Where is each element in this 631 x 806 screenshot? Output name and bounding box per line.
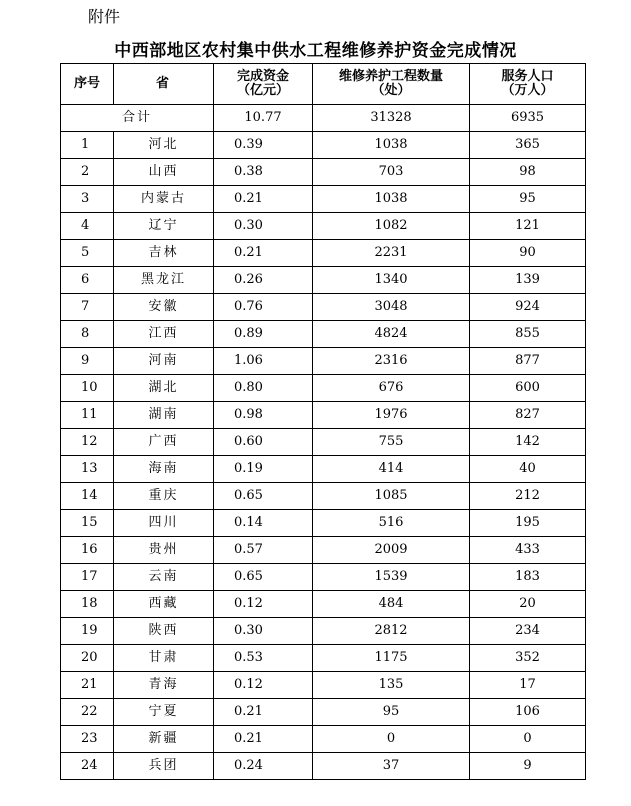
row-population: 433	[470, 537, 586, 564]
row-population: 234	[470, 618, 586, 645]
row-province: 西藏	[114, 591, 214, 618]
header-count	[313, 64, 470, 105]
row-population: 17	[470, 672, 586, 699]
row-seq: 23	[61, 726, 114, 753]
row-fund: 0.89	[214, 321, 313, 348]
row-seq: 21	[61, 672, 114, 699]
total-fund: 10.77	[214, 105, 313, 132]
row-count: 2009	[313, 537, 470, 564]
total-population: 6935	[470, 105, 586, 132]
row-count: 1038	[313, 132, 470, 159]
row-seq: 8	[61, 321, 114, 348]
row-count: 3048	[313, 294, 470, 321]
row-seq: 6	[61, 267, 114, 294]
row-seq: 13	[61, 456, 114, 483]
row-fund: 0.14	[214, 510, 313, 537]
table-row	[61, 618, 586, 645]
row-seq: 16	[61, 537, 114, 564]
row-count: 2812	[313, 618, 470, 645]
header-province: 省	[114, 64, 214, 105]
row-province: 海南	[114, 456, 214, 483]
table-row	[61, 267, 586, 294]
row-count: 37	[313, 753, 470, 780]
table-row	[61, 348, 586, 375]
row-population: 183	[470, 564, 586, 591]
row-province: 重庆	[114, 483, 214, 510]
row-count: 1082	[313, 213, 470, 240]
row-seq: 12	[61, 429, 114, 456]
header-population	[470, 64, 586, 105]
table-row	[61, 132, 586, 159]
row-population: 0	[470, 726, 586, 753]
row-population: 121	[470, 213, 586, 240]
table-row	[61, 186, 586, 213]
row-seq: 24	[61, 753, 114, 780]
table-row	[61, 159, 586, 186]
table-row	[61, 483, 586, 510]
row-population: 855	[470, 321, 586, 348]
row-province: 河北	[114, 132, 214, 159]
row-population: 365	[470, 132, 586, 159]
row-fund: 0.98	[214, 402, 313, 429]
table-row	[61, 375, 586, 402]
total-row	[61, 105, 586, 132]
header-fund-line1: 完成资金	[236, 69, 289, 84]
row-province: 宁夏	[114, 699, 214, 726]
row-province: 陕西	[114, 618, 214, 645]
header-fund-line2: （亿元）	[236, 83, 289, 98]
row-population: 212	[470, 483, 586, 510]
table-row	[61, 753, 586, 780]
row-fund: 0.21	[214, 726, 313, 753]
table-row	[61, 402, 586, 429]
row-fund: 0.24	[214, 753, 313, 780]
row-count: 1976	[313, 402, 470, 429]
row-population: 600	[470, 375, 586, 402]
row-province: 安徽	[114, 294, 214, 321]
row-count: 755	[313, 429, 470, 456]
table-row	[61, 537, 586, 564]
row-fund: 0.19	[214, 456, 313, 483]
row-population: 924	[470, 294, 586, 321]
row-population: 40	[470, 456, 586, 483]
table-header-row	[61, 64, 586, 105]
header-seq: 序号	[61, 64, 114, 105]
table-row	[61, 645, 586, 672]
row-fund: 0.30	[214, 213, 313, 240]
row-seq: 18	[61, 591, 114, 618]
row-count: 1175	[313, 645, 470, 672]
row-fund: 0.76	[214, 294, 313, 321]
row-seq: 9	[61, 348, 114, 375]
row-province: 甘肃	[114, 645, 214, 672]
row-province: 辽宁	[114, 213, 214, 240]
row-province: 广西	[114, 429, 214, 456]
row-count: 676	[313, 375, 470, 402]
row-fund: 0.60	[214, 429, 313, 456]
table-row	[61, 699, 586, 726]
row-seq: 19	[61, 618, 114, 645]
row-seq: 17	[61, 564, 114, 591]
row-seq: 2	[61, 159, 114, 186]
row-province: 湖南	[114, 402, 214, 429]
table-row	[61, 591, 586, 618]
table-row	[61, 321, 586, 348]
row-population: 142	[470, 429, 586, 456]
page-title: 中西部地区农村集中供水工程维修养护资金完成情况	[114, 41, 517, 61]
row-province: 兵团	[114, 753, 214, 780]
header-fund	[214, 64, 313, 105]
row-seq: 5	[61, 240, 114, 267]
row-population: 9	[470, 753, 586, 780]
row-province: 新疆	[114, 726, 214, 753]
row-fund: 0.21	[214, 186, 313, 213]
row-fund: 0.21	[214, 240, 313, 267]
row-fund: 0.65	[214, 483, 313, 510]
row-province: 内蒙古	[114, 186, 214, 213]
row-count: 1038	[313, 186, 470, 213]
row-count: 516	[313, 510, 470, 537]
table-row	[61, 213, 586, 240]
row-population: 98	[470, 159, 586, 186]
row-population: 20	[470, 591, 586, 618]
table-row	[61, 564, 586, 591]
row-count: 703	[313, 159, 470, 186]
row-population: 139	[470, 267, 586, 294]
row-province: 江西	[114, 321, 214, 348]
table-row	[61, 429, 586, 456]
row-seq: 4	[61, 213, 114, 240]
row-count: 1539	[313, 564, 470, 591]
row-count: 1340	[313, 267, 470, 294]
row-count: 95	[313, 699, 470, 726]
row-fund: 0.38	[214, 159, 313, 186]
header-count-line2: （处）	[371, 83, 411, 98]
table-row	[61, 456, 586, 483]
row-fund: 0.30	[214, 618, 313, 645]
table-row	[61, 726, 586, 753]
attachment-label: 附件	[88, 7, 121, 26]
row-seq: 10	[61, 375, 114, 402]
row-province: 河南	[114, 348, 214, 375]
row-province: 青海	[114, 672, 214, 699]
row-fund: 0.12	[214, 672, 313, 699]
table-row	[61, 294, 586, 321]
header-pop-line1: 服务人口	[501, 69, 554, 84]
row-fund: 0.65	[214, 564, 313, 591]
fund-completion-table	[60, 63, 586, 780]
row-population: 90	[470, 240, 586, 267]
row-seq: 7	[61, 294, 114, 321]
row-seq: 1	[61, 132, 114, 159]
row-seq: 22	[61, 699, 114, 726]
row-fund: 1.06	[214, 348, 313, 375]
row-count: 414	[313, 456, 470, 483]
row-population: 877	[470, 348, 586, 375]
row-province: 山西	[114, 159, 214, 186]
row-province: 四川	[114, 510, 214, 537]
row-fund: 0.21	[214, 699, 313, 726]
row-population: 352	[470, 645, 586, 672]
row-fund: 0.57	[214, 537, 313, 564]
total-label: 合计	[61, 105, 214, 132]
row-province: 湖北	[114, 375, 214, 402]
row-count: 484	[313, 591, 470, 618]
row-seq: 20	[61, 645, 114, 672]
row-fund: 0.53	[214, 645, 313, 672]
row-fund: 0.39	[214, 132, 313, 159]
row-fund: 0.80	[214, 375, 313, 402]
row-population: 827	[470, 402, 586, 429]
row-count: 2316	[313, 348, 470, 375]
row-population: 195	[470, 510, 586, 537]
total-count: 31328	[313, 105, 470, 132]
row-seq: 15	[61, 510, 114, 537]
row-fund: 0.12	[214, 591, 313, 618]
table-row	[61, 510, 586, 537]
row-population: 95	[470, 186, 586, 213]
table-row	[61, 240, 586, 267]
row-seq: 14	[61, 483, 114, 510]
row-province: 云南	[114, 564, 214, 591]
row-province: 黑龙江	[114, 267, 214, 294]
row-count: 4824	[313, 321, 470, 348]
header-count-line1: 维修养护工程数量	[338, 69, 443, 84]
row-count: 1085	[313, 483, 470, 510]
row-count: 0	[313, 726, 470, 753]
row-fund: 0.26	[214, 267, 313, 294]
row-province: 吉林	[114, 240, 214, 267]
header-pop-line2: （万人）	[501, 83, 554, 98]
row-count: 135	[313, 672, 470, 699]
table-row	[61, 672, 586, 699]
row-seq: 11	[61, 402, 114, 429]
row-province: 贵州	[114, 537, 214, 564]
row-count: 2231	[313, 240, 470, 267]
row-seq: 3	[61, 186, 114, 213]
row-population: 106	[470, 699, 586, 726]
